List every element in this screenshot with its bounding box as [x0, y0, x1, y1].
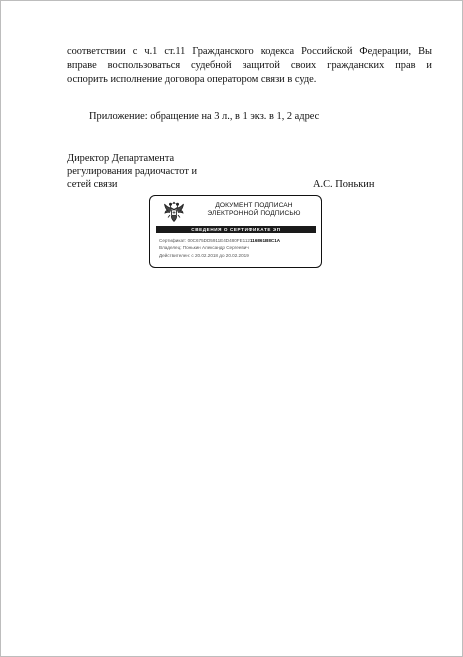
stamp-certificate-label: Сертификат: 00C675DD5911E4D480FE112 — [159, 238, 250, 243]
attachment-note: Приложение: обращение на 3 л., в 1 экз. в 1, 2 адрес — [89, 111, 320, 122]
signer-title-line-1: Директор Департамента — [67, 153, 175, 164]
signer-name: А.С. Понькин — [313, 179, 375, 190]
russian-double-headed-eagle-emblem-icon — [163, 201, 185, 223]
stamp-validity: Действителен: с 20.02.2018 до 20.02.2019 — [159, 252, 249, 258]
stamp-heading-line-1: ДОКУМЕНТ ПОДПИСАН — [215, 202, 293, 209]
signer-title — [67, 152, 197, 191]
signer-title-line-2: регулирования радиочастот и — [67, 166, 198, 177]
body-paragraph-line-3: оспорить исполнение договора оператором связи в суде. — [67, 74, 317, 85]
body-paragraph-line-1: соответствии с ч.1 ст.11 Гражданского кодекса Российской Федерации, Вы — [67, 46, 432, 57]
signer-title-line-3: сетей связи — [67, 179, 118, 190]
stamp-owner: Владелец: Понькин Александр Сергеевич — [159, 245, 249, 251]
stamp-certificate-tail: 116861B8C1A — [249, 238, 281, 243]
stamp-certificate-details — [159, 237, 317, 259]
electronic-signature-stamp — [149, 195, 322, 268]
body-paragraph-line-2: вправе воспользоваться судебной защитой своих гражданских прав и — [67, 60, 432, 71]
body-paragraph — [67, 45, 432, 87]
stamp-heading — [190, 202, 318, 218]
stamp-certificate-band: СВЕДЕНИЯ О СЕРТИФИКАТЕ ЭП — [156, 226, 316, 233]
stamp-heading-line-2: ЭЛЕКТРОННОЙ ПОДПИСЬЮ — [207, 210, 301, 217]
stamp-certificate-number — [159, 237, 317, 244]
